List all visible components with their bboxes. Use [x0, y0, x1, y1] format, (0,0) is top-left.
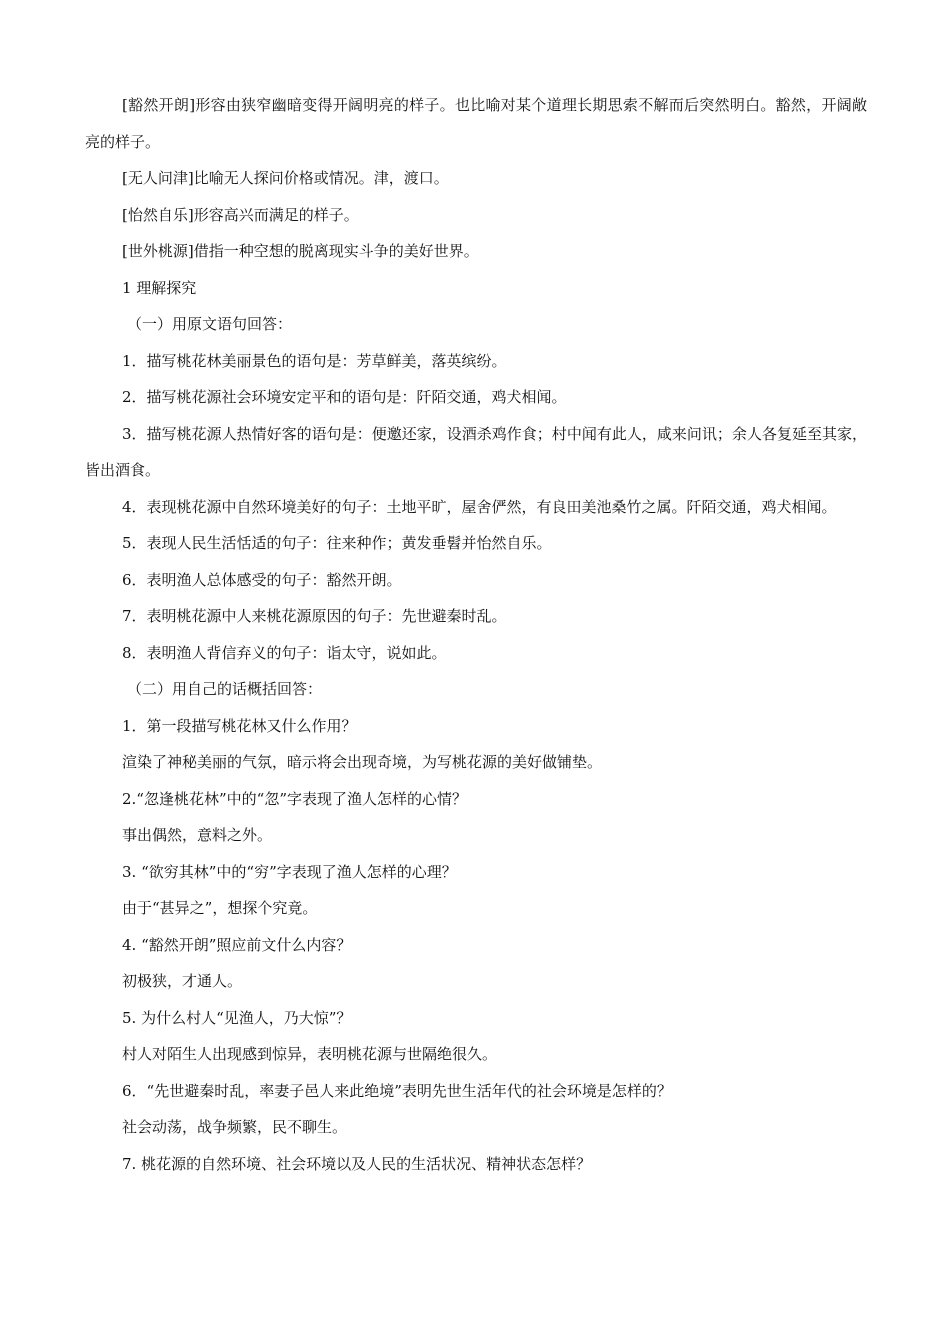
- list-item: 3．描写桃花源人热情好客的语句是：便邀还家，设酒杀鸡作食；村中闻有此人，咸来问讯；余人各复延至其家，皆出酒食。: [85, 424, 867, 479]
- list-item: 5．表现人民生活恬适的句子：往来种作；黄发垂髫并怡然自乐。: [122, 534, 552, 552]
- list-item: 6．表明渔人总体感受的句子：豁然开朗。: [122, 570, 402, 589]
- question: 4. “豁然开朗”照应前文什么内容？: [122, 935, 352, 954]
- question: 7. 桃花源的自然环境、社会环境以及人民的生活状况、精神状态怎样？: [122, 1154, 592, 1173]
- subsection-heading-original-text: （一）用原文语句回答：: [127, 315, 293, 333]
- answer: 社会动荡，战争频繁，民不聊生。: [122, 1118, 348, 1136]
- answer: 村人对陌生人出现感到惊异，表明桃花源与世隔绝很久。: [122, 1045, 498, 1063]
- question: 2.“忽逢桃花林”中的“忽”字表现了渔人怎样的心情？: [122, 789, 467, 808]
- paragraph-shiwai-taoyuan: [世外桃源]借指一种空想的脱离现实斗争的美好世界。: [122, 242, 479, 260]
- question: 1．第一段描写桃花林又什么作用？: [122, 716, 357, 735]
- list-item: 7．表明桃花源中人来桃花源原因的句子：先世避秦时乱。: [122, 607, 507, 625]
- answer: 渲染了神秘美丽的气氛，暗示将会出现奇境，为写桃花源的美好做铺垫。: [122, 753, 603, 771]
- list-item: 4．表现桃花源中自然环境美好的句子：土地平旷，屋舍俨然，有良田美池桑竹之属。阡陌交通，鸡犬相闻。: [122, 497, 837, 516]
- paragraph-yiran-zile: [怡然自乐]形容高兴而满足的样子。: [122, 205, 359, 224]
- list-item: 1．描写桃花林美丽景色的语句是：芳草鲜美，落英缤纷。: [122, 351, 507, 370]
- answer: 由于“甚异之”，想探个究竟。: [122, 899, 318, 917]
- section-heading-understanding: 1 理解探究: [122, 278, 197, 297]
- subsection-heading-own-words: （二）用自己的话概括回答：: [127, 680, 323, 698]
- answer: 事出偶然，意料之外。: [122, 826, 273, 844]
- list-item: 8．表明渔人背信弃义的句子：诣太守，说如此。: [122, 643, 447, 662]
- paragraph-wuren-wenjin: [无人问津]比喻无人探问价格或情况。津，渡口。: [122, 169, 449, 187]
- answer: 初极狭，才通人。: [122, 972, 243, 990]
- list-item: 2．描写桃花源社会环境安定平和的语句是：阡陌交通，鸡犬相闻。: [122, 388, 567, 406]
- paragraph-huoran-kailang: [豁然开朗]形容由狭窄幽暗变得开阔明亮的样子。也比喻对某个道理长期思索不解而后突然明白。豁然，开阔敞亮的样子。: [85, 96, 867, 151]
- question: 3. “欲穷其林”中的“穷”字表现了渔人怎样的心理？: [122, 862, 457, 881]
- question: 6．“先世避秦时乱，率妻子邑人来此绝境”表明先世生活年代的社会环境是怎样的？: [122, 1081, 672, 1100]
- question: 5. 为什么村人“见渔人，乃大惊”？: [122, 1008, 352, 1027]
- document-body: [85, 87, 867, 1182]
